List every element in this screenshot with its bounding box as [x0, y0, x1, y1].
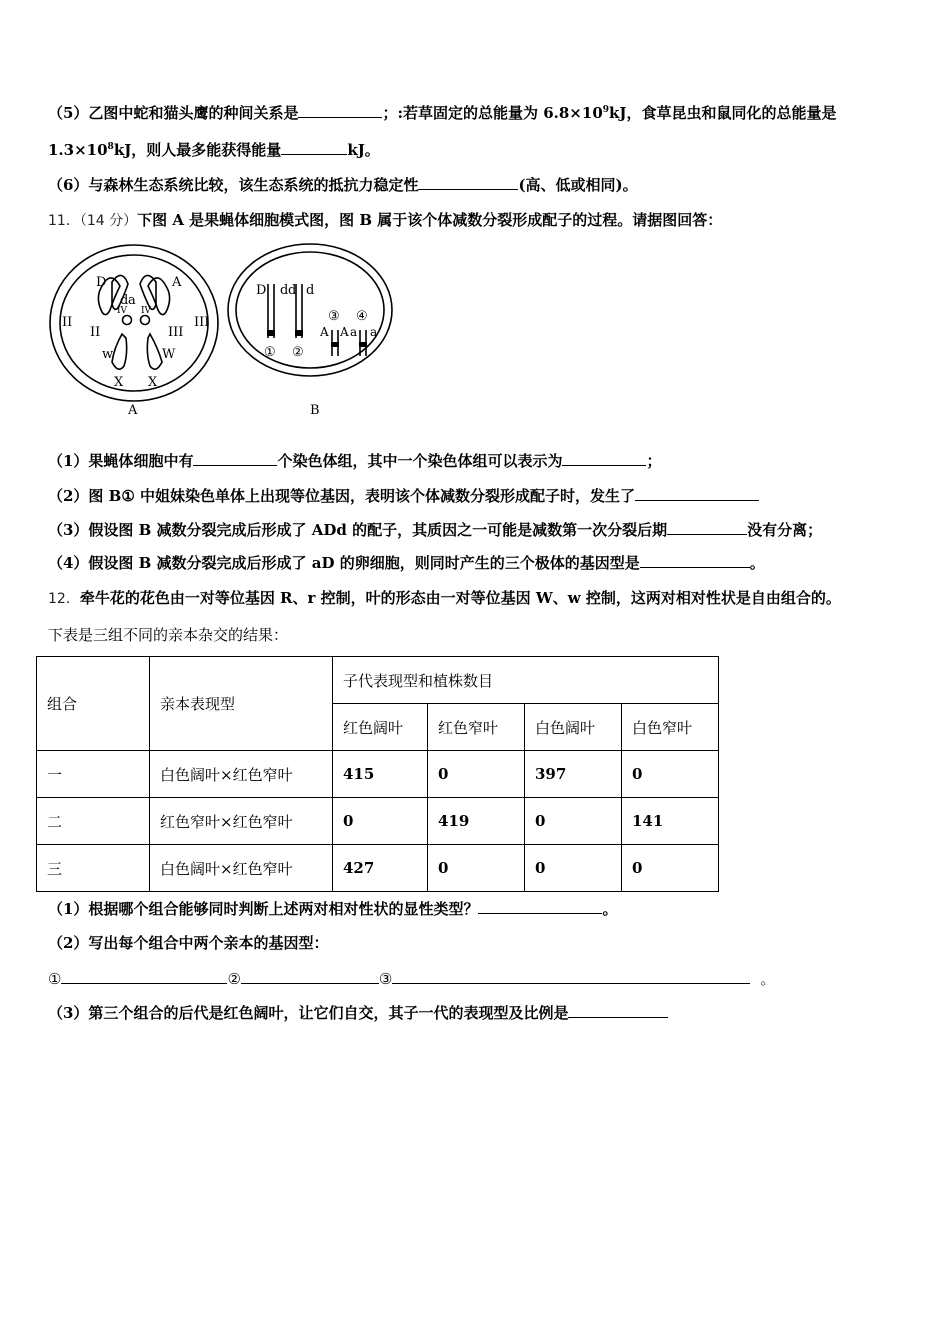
header-group: 组合 [37, 657, 150, 751]
label-w-small: w [102, 347, 114, 362]
cross-results-table [36, 656, 719, 892]
subheader-cell: 白色窄叶 [622, 704, 719, 751]
subheader-cell: 红色窄叶 [428, 704, 525, 751]
parent-cell: 红色窄叶×红色窄叶 [150, 798, 333, 845]
label-d: d [120, 293, 129, 308]
label-circ-4: ④ [356, 309, 368, 324]
q12-part3: （3）第三个组合的后代是红色阔叶，让它们自交，其子一代的表现型及比例是 [48, 1002, 668, 1024]
count-cell: 0 [525, 845, 622, 892]
label-b-d1: d [280, 283, 289, 298]
label-circ-1: ① [264, 345, 276, 360]
label-b-d3: d [306, 283, 315, 298]
label-cell-a: A [128, 403, 138, 418]
q11-part1: （1）果蝇体细胞中有 个染色体组，其中一个染色体组可以表示为 ； [48, 452, 662, 470]
q12-stem-2: 下表是三组不同的亲本杂交的结果： [48, 626, 289, 644]
answer-blank[interactable] [568, 1003, 668, 1018]
q10-part6: （6）与森林生态系统比较，该生态系统的抵抗力稳定性 (高、低或相同)。 [48, 176, 638, 194]
q12-part1: （1）根据哪个组合能够同时判断上述两对相对性状的显性类型？ 。 [48, 900, 618, 918]
table-row [37, 798, 719, 845]
answer-blank[interactable] [478, 899, 602, 914]
count-cell: 0 [428, 845, 525, 892]
q10-part5-line2: $1.3\times 10^8kJ$，则人最多能获得能量 kJ。 [48, 141, 380, 159]
cell-a-inner [60, 255, 208, 391]
chromosome-iv-right [141, 316, 150, 325]
header-offspring: 子代表现型和植株数目 [333, 657, 719, 704]
label-b-A1: A [320, 325, 329, 339]
count-cell: 0 [622, 751, 719, 798]
q10-part5-line1: （5）乙图中蛇和猫头鹰的种间关系是 ；:若草固定的总能量为 $6.8\times 10^9kJ$，食草昆虫和鼠同化的总能量是 [48, 104, 837, 122]
answer-blank[interactable] [298, 103, 382, 118]
chromosome-x-left [112, 334, 127, 369]
count-cell: 0 [333, 798, 428, 845]
label-ii-inner: II [90, 325, 101, 340]
count-cell: 397 [525, 751, 622, 798]
label-b-D: D [256, 283, 267, 298]
cell-a-outer [50, 245, 218, 401]
count-cell: 141 [622, 798, 719, 845]
q12-part2-blanks: ① ② ③ 。 [48, 970, 776, 988]
label-ii-outer: II [62, 315, 73, 330]
label-iv-right: IV [141, 306, 152, 316]
answer-blank-2[interactable] [241, 969, 379, 984]
answer-blank[interactable] [562, 451, 646, 466]
count-cell: 0 [622, 845, 719, 892]
group-cell: 一 [37, 751, 150, 798]
table-row [37, 845, 719, 892]
header-parent: 亲本表现型 [150, 657, 333, 751]
label-b-d2: d [288, 283, 297, 298]
label-w-big: W [162, 347, 176, 362]
count-cell: 419 [428, 798, 525, 845]
answer-blank[interactable] [667, 520, 747, 535]
q11-stem: 11．（14 分）下图 A 是果蝇体细胞模式图，图 B 属于该个体减数分裂形成配子的过程。请据图回答： [48, 211, 723, 229]
subheader-cell: 红色阔叶 [333, 704, 428, 751]
label-circ-3: ③ [328, 309, 340, 324]
label-A: A [172, 275, 182, 290]
answer-blank[interactable] [418, 175, 518, 190]
parent-cell: 白色阔叶×红色窄叶 [150, 845, 333, 892]
chromosome-x-right [147, 334, 162, 369]
table-row [37, 751, 719, 798]
answer-blank[interactable] [281, 140, 347, 155]
group-cell: 二 [37, 798, 150, 845]
answer-blank[interactable] [640, 553, 750, 568]
q12-stem: 12．牵牛花的花色由一对等位基因 R、r 控制，叶的形态由一对等位基因 W、w 控制，这两对相对性状是自由组合的。 [48, 589, 841, 607]
answer-blank-1[interactable] [61, 969, 227, 984]
label-b-a1: a [350, 325, 358, 339]
label-iii-outer: III [194, 315, 210, 330]
label-iv-left: IV [117, 306, 128, 316]
label-b-A2: A [340, 325, 349, 339]
answer-blank[interactable] [193, 451, 277, 466]
chromosome-figure [48, 238, 408, 428]
parent-cell: 白色阔叶×红色窄叶 [150, 751, 333, 798]
count-cell: 0 [428, 751, 525, 798]
chromosome-iii-right-b [140, 275, 156, 309]
answer-blank-3[interactable] [392, 969, 750, 984]
label-D: D [96, 275, 107, 290]
answer-blank[interactable] [635, 486, 759, 501]
label-b-a2: a [370, 325, 378, 339]
subheader-cell: 白色阔叶 [525, 704, 622, 751]
label-x-left: X [114, 375, 124, 390]
count-cell: 0 [525, 798, 622, 845]
chromosome-iv-left [123, 316, 132, 325]
q12-part2: （2）写出每个组合中两个亲本的基因型： [48, 934, 329, 952]
group-cell: 三 [37, 845, 150, 892]
count-cell: 427 [333, 845, 428, 892]
label-cell-b: B [310, 403, 320, 418]
count-cell: 415 [333, 751, 428, 798]
q11-part3: （3）假设图 B 减数分裂完成后形成了 ADd 的配子，其质因之一可能是减数第一次分裂后期 没有分离； [48, 521, 823, 539]
q11-part4: （4）假设图 B 减数分裂完成后形成了 aD 的卵细胞，则同时产生的三个极体的基因型是 。 [48, 554, 765, 572]
label-x-right: X [148, 375, 158, 390]
q11-part2: （2）图 B① 中姐妹染色单体上出现等位基因，表明该个体减数分裂形成配子时，发生了 [48, 485, 759, 507]
label-iii-inner: III [168, 325, 184, 340]
label-circ-2: ② [292, 345, 304, 360]
label-a: a [128, 293, 136, 308]
